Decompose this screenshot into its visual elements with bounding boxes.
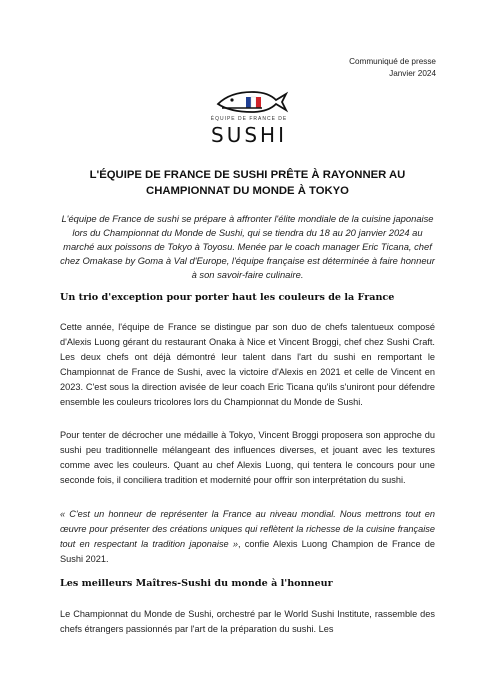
fish-icon [208,86,290,116]
document-header [349,56,436,80]
doc-type: Communiqué de presse [349,57,436,66]
title-line-2: CHAMPIONNAT DU MONDE À TOKYO [146,185,349,197]
paragraph-championship: Le Championnat du Monde de Sushi, orchestré par le World Sushi Institute, rassemble des chefs étrangers passionnés par l'art de la préparation du sushi. Les [60,609,435,634]
page-title [60,167,435,199]
quote-text: « C'est un honneur de représenter la France au niveau mondial. Nous mettrons tout en œuvre pour présenter des créations uniques qui reflètent la richesse de la cuisine française tout en respectant la tradition japonaise » [60,509,435,549]
team-logo [208,86,290,154]
section-heading-trio: Un trio d'exception pour porter haut les couleurs de la France [60,292,395,303]
intro-paragraph: L'équipe de France de sushi se prépare à affronter l'élite mondiale de la cuisine japonaise lors du Championnat du Monde de Sushi, qui se tiendra du 18 au 20 janvier 2024 au marché aux poissons de Tokyo à Toyosu. Menée par le coach manager Eric Ticana, chef chez Omakase by Goma à Val d'Europe, l'équipe française est déterminée à faire honneur à son savoir-faire culinaire. [60,213,435,280]
paragraph-approach: Pour tenter de décrocher une médaille à Tokyo, Vincent Broggi proposera son approche du sushi peu traditionnelle mélangeant des influences diverses, et jouant avec les textures comme avec les couleurs. Quant au chef Alexis Luong, qui tentera le concours pour une seconde fois, il conciliera tradition et modernité pour offrir son interprétation du sushi. [60,430,435,485]
section-heading-masters: Les meilleurs Maîtres-Sushi du monde à l'honneur [60,578,333,589]
title-line-1: L'ÉQUIPE DE FRANCE DE SUSHI PRÊTE À RAYONNER AU [89,169,406,181]
quote-attribution: , confie Alexis Luong Champion de France de Sushi 2021. [60,539,435,564]
logo-subtitle: ÉQUIPE DE FRANCE DE [210,116,288,122]
quote-paragraph [60,507,435,567]
logo-wordmark: SUSHI [211,123,287,147]
doc-date: Janvier 2024 [389,69,436,78]
paragraph-team: Cette année, l'équipe de France se distingue par son duo de chefs talentueux composé d'Alexis Luong gérant du restaurant Onaka à Nice et Vincent Broggi, chef chez Sushi Craft. Les deux chefs ont déjà démontré leur talent dans l'art du sushi en remportant le Championnat de France de Sushi, avec la victoire d'Alexis en 2021 et celle de Vincent en 2023. C'est sous la direction avisée de leur coach Eric Ticana qu'ils s'uniront pour défendre ensemble les couleurs tricolores lors du Championnat du Monde de Sushi. [60,322,435,407]
